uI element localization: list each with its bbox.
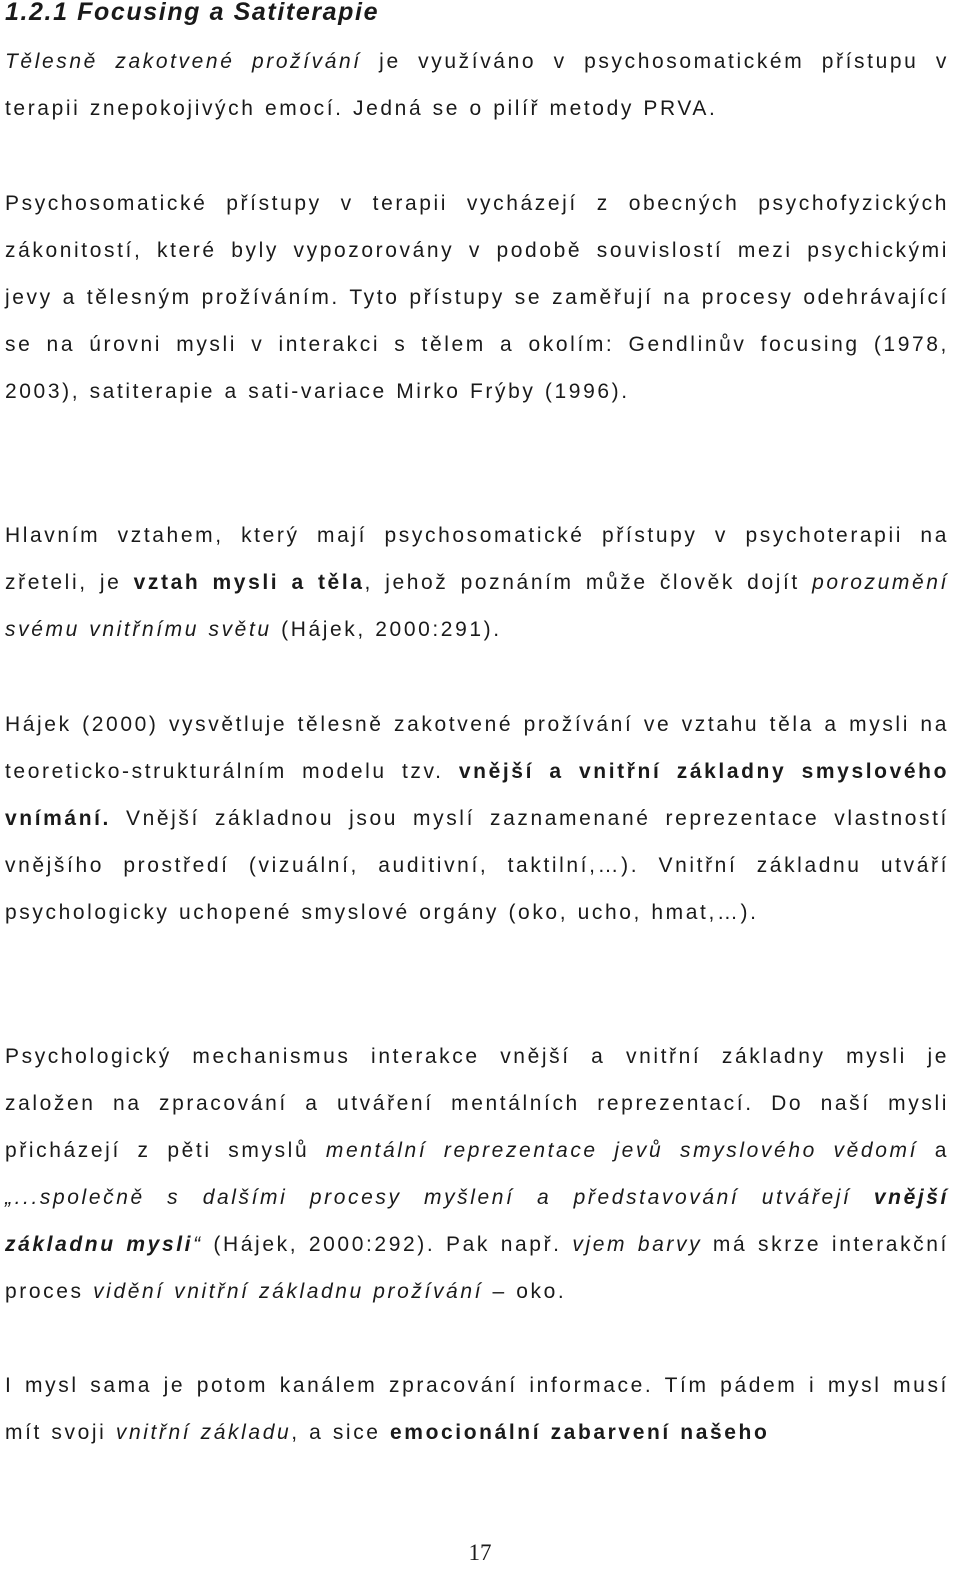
bold-term: vnější a vnitřní základny smyslového vnímání. xyxy=(5,760,949,830)
paragraph-psychosomatic-approaches: Psychosomatické přístupy v terapii vycházejí z obecných psychofyzických zákonitostí, které byly vypozorovány v podobě souvislostí mezi psychickými jevy a tělesným prožíváním. Tyto přístupy se zaměřují na procesy odehrávající se na úrovni mysli v interakci s tělem a okolím: Gendlinův focusing (1978, 2003), satiterapie a sati-variace Mirko Frýby (1996). xyxy=(5,192,949,403)
italic-term: vidění vnitřní základnu prožívání xyxy=(93,1280,484,1303)
bold-italic-term: vnější základnu mysli xyxy=(5,1186,949,1256)
paragraph-mind-channel xyxy=(5,1362,949,1456)
text-run: Vnější základnou jsou myslí zaznamenané reprezentace vlastností vnějšího prostředí (vizuální, auditivní, taktilní,…). Vnitřní základnu utváří psychologicky uchopené smyslové orgány (oko, ucho, hmat,…). xyxy=(5,807,949,924)
paragraph-mechanism xyxy=(5,1033,949,1315)
citation: (Hájek, 2000:291). xyxy=(271,618,502,641)
paragraph-intro xyxy=(5,38,949,132)
text-run: a xyxy=(918,1139,949,1162)
text-run: Hlavním vztahem, který mají psychosomatické přístupy v psychoterapii na zřeteli, je xyxy=(5,524,949,594)
page-number: 17 xyxy=(468,1540,492,1565)
italic-term: porozumění svému vnitřnímu světu xyxy=(5,571,949,641)
bold-term: vztah mysli a těla xyxy=(133,571,365,594)
quote-italic: „...společně s dalšími procesy myšlení a představování utvářejí xyxy=(5,1186,874,1209)
bold-term: emocionální zabarvení našeho xyxy=(390,1421,770,1444)
text-run: I mysl sama je potom kanálem zpracování informace. Tím pádem i mysl musí mít svoji xyxy=(5,1374,949,1444)
text-run: , jehož poznáním může člověk dojít xyxy=(364,571,813,594)
paragraph-mind-body-relation xyxy=(5,512,949,653)
italic-term: mentální reprezentace jevů smyslového vědomí xyxy=(325,1139,919,1162)
italic-term: vjem barvy xyxy=(572,1233,703,1256)
text-run: , a sice xyxy=(291,1421,391,1444)
text-run: je využíváno v psychosomatickém přístupu v terapii znepokojivých emocí. Jedná se o pilíř metody PRVA. xyxy=(5,50,949,120)
italic-term: vnitřní základu xyxy=(115,1421,292,1444)
text-run: Hájek (2000) vysvětluje tělesně zakotvené prožívání ve vztahu těla a mysli na teoreticko-strukturálním modelu tzv. xyxy=(5,713,949,783)
closing-quote: “ xyxy=(193,1233,203,1256)
text-run: má skrze interakční proces xyxy=(5,1233,949,1303)
italic-term: Tělesně zakotvené prožívání xyxy=(5,50,362,73)
text-run: – oko. xyxy=(483,1280,567,1303)
citation: (Hájek, 2000:292). Pak např. xyxy=(202,1233,573,1256)
paragraph-hajek-model xyxy=(5,701,949,936)
section-heading: 1.2.1 Focusing a Satiterapie xyxy=(5,0,380,26)
text-run: Psychologický mechanismus interakce vnější a vnitřní základny mysli je založen na zpracování a utváření mentálních reprezentací. Do naší mysli přicházejí z pěti smyslů xyxy=(5,1045,949,1162)
